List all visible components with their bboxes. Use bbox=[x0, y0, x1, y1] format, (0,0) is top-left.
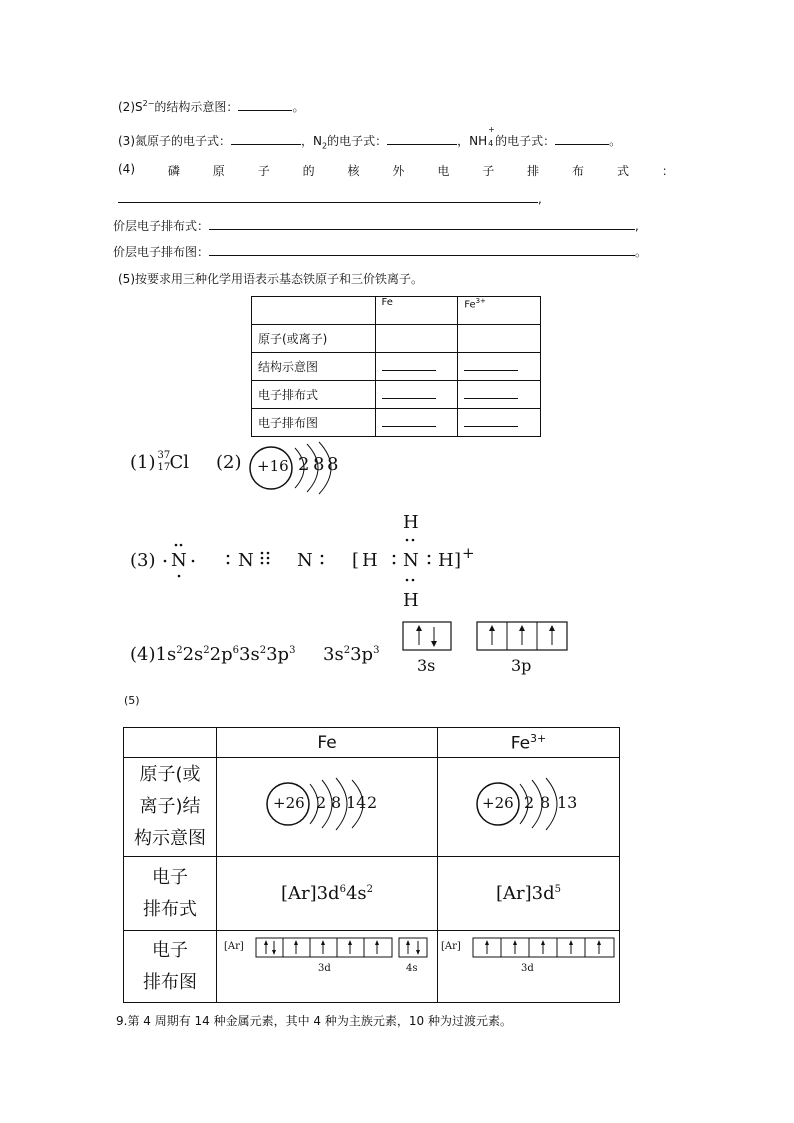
fe-label-3d: 3d bbox=[318, 963, 331, 974]
ammonium-dots bbox=[380, 536, 450, 586]
ammonium-bracket-left: [ bbox=[352, 550, 360, 571]
ammonium-bracket-right: ] bbox=[454, 550, 462, 571]
question-2: $(2)S^{2-}$的结构示意图： 。 bbox=[118, 99, 305, 114]
table1-row-diagram: 电子排布图 bbox=[252, 409, 376, 437]
sulfur-shell-2: 8 bbox=[313, 454, 325, 475]
fe-shell-2: 8 bbox=[331, 793, 342, 812]
ammonium-h-left: H bbox=[362, 550, 378, 571]
question-9: 9.第 4 周期有 14 种金属元素，其中 4 种为主族元素，10 种为过渡元素。 bbox=[116, 1014, 512, 1028]
table2-row-config: 电子 排布式 bbox=[124, 857, 217, 931]
question-table bbox=[251, 296, 541, 437]
fe-orbital-diagram bbox=[254, 936, 430, 960]
table1-row-atom: 原子(或离子) bbox=[252, 325, 376, 353]
answer-4-valence: $3s^23p^3$ bbox=[323, 644, 380, 665]
nitrogen-atom-dot: N bbox=[171, 550, 187, 571]
fe-ar-core: [Ar] bbox=[224, 941, 244, 952]
table1-header-empty bbox=[252, 297, 376, 325]
answer-1: (1) 37 17 Cl bbox=[130, 450, 190, 473]
fe-nucleus: +26 bbox=[273, 794, 305, 812]
fe3-config: $[Ar]3d^5$ bbox=[438, 857, 620, 931]
table1-header-fe: Fe bbox=[375, 297, 458, 325]
fe3-label-3d: 3d bbox=[521, 963, 534, 974]
table2-header-fe: Fe bbox=[217, 728, 438, 758]
phosphorus-orbital-diagram bbox=[402, 621, 572, 653]
question-5: (5)按要求用三种化学用语表示基态铁原子和三价铁离子。 bbox=[118, 272, 424, 286]
question-4-blank-line: , bbox=[118, 190, 542, 206]
ammonium-h-right: H bbox=[438, 550, 454, 571]
answer-4-config: $(4)1s^22s^22p^63s^23p^3$ bbox=[130, 644, 296, 665]
ammonium-n: N bbox=[403, 550, 419, 571]
ammonium-h-bottom: H bbox=[403, 590, 419, 611]
answer-3-label: (3) bbox=[130, 550, 156, 571]
n2-dots bbox=[222, 548, 332, 572]
sulfur-shell-3: 8 bbox=[327, 454, 339, 475]
table1-header-fe3: $Fe^{3+}$ bbox=[458, 297, 541, 325]
n2-atom-2: N bbox=[297, 550, 313, 571]
fe3-ar-core: [Ar] bbox=[441, 941, 461, 952]
fe-shell-4: 2 bbox=[367, 793, 378, 812]
fe3-nucleus: +26 bbox=[482, 794, 514, 812]
label-3p: 3p bbox=[511, 656, 532, 675]
nitrogen-dots bbox=[160, 540, 200, 580]
table2-row-diagram: 电子 排布图 bbox=[124, 931, 217, 1003]
table2-row-structure: 原子(或 离子)结 构示意图 bbox=[124, 758, 217, 857]
fe3-shell-1: 2 bbox=[524, 793, 535, 812]
answer-5-label: (5) bbox=[124, 694, 140, 707]
fe-shell-3: 14 bbox=[346, 793, 367, 812]
table1-row-config: 电子排布式 bbox=[252, 381, 376, 409]
answer-table bbox=[123, 727, 620, 1003]
sulfur-shell-1: 2 bbox=[298, 454, 310, 475]
valence-formula-line: 价层电子排布式： , bbox=[113, 219, 639, 233]
question-3: (3)氮原子的电子式： ，$N_2$的电子式： ，NH + 4 的电子式： 。 bbox=[118, 125, 622, 151]
answer-2-label: (2) bbox=[216, 452, 242, 473]
table1-row-structure: 结构示意图 bbox=[252, 353, 376, 381]
valence-diagram-line: 价层电子排布图： 。 bbox=[113, 245, 648, 259]
ammonium-h-top: H bbox=[403, 512, 419, 533]
question-4-line: (4) 磷 原 子 的 核 外 电 子 排 布 式 ： bbox=[118, 162, 674, 178]
fe-shell-1: 2 bbox=[316, 793, 327, 812]
label-3s: 3s bbox=[417, 656, 436, 675]
n2-atom-1: N bbox=[238, 550, 254, 571]
fe3-orbital-diagram bbox=[471, 936, 617, 960]
ammonium-charge: + bbox=[462, 544, 475, 562]
table2-header-fe3: $Fe^{3+}$ bbox=[438, 728, 620, 758]
fe-label-4s: 4s bbox=[406, 963, 418, 974]
fe-config: $[Ar]3d^64s^2$ bbox=[217, 857, 438, 931]
sulfur-nucleus: +16 bbox=[257, 457, 289, 475]
fe3-shell-2: 8 bbox=[540, 793, 551, 812]
fe3-shell-3: 13 bbox=[557, 793, 578, 812]
